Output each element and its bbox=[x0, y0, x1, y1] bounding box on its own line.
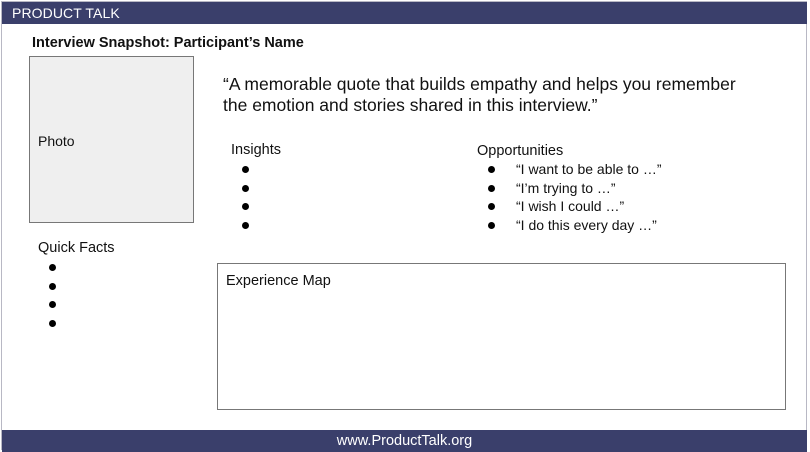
insight-item bbox=[242, 197, 270, 216]
opportunity-item: “I wish I could …” bbox=[488, 197, 662, 216]
quick-facts-list bbox=[49, 258, 77, 332]
photo-label: Photo bbox=[38, 133, 75, 149]
bullet-icon bbox=[49, 320, 56, 327]
quote-text: “A memorable quote that builds empathy and helps you remember the emotion and stories shared in this interview.” bbox=[223, 74, 736, 115]
quick-fact-item bbox=[49, 295, 77, 314]
bullet-icon bbox=[488, 222, 495, 229]
insight-item bbox=[242, 160, 270, 179]
quick-fact-item bbox=[49, 258, 77, 277]
opportunity-item: “I do this every day …” bbox=[488, 216, 662, 235]
bullet-icon bbox=[488, 185, 495, 192]
footer-url: www.ProductTalk.org bbox=[336, 433, 473, 449]
experience-map-label: Experience Map bbox=[226, 273, 331, 289]
bullet-icon bbox=[49, 301, 56, 308]
insights-label: Insights bbox=[231, 142, 281, 158]
bullet-icon bbox=[242, 166, 249, 173]
opportunity-item: “I want to be able to …” bbox=[488, 160, 662, 179]
opportunities-list bbox=[488, 160, 662, 234]
bullet-icon bbox=[49, 283, 56, 290]
opportunities-label: Opportunities bbox=[477, 143, 564, 159]
bullet-icon bbox=[242, 222, 249, 229]
experience-map-box bbox=[217, 263, 786, 410]
header-bar bbox=[2, 2, 807, 24]
bullet-icon bbox=[242, 185, 249, 192]
bullet-icon bbox=[488, 166, 495, 173]
page-title: Interview Snapshot: Participant’s Name bbox=[32, 35, 304, 51]
insight-item bbox=[242, 179, 270, 198]
bullet-icon bbox=[49, 264, 56, 271]
opportunity-item: “I’m trying to …” bbox=[488, 179, 662, 198]
photo-placeholder bbox=[29, 56, 194, 223]
bullet-icon bbox=[242, 203, 249, 210]
quick-fact-item bbox=[49, 277, 77, 296]
footer-bar bbox=[2, 430, 807, 452]
quick-fact-item bbox=[49, 314, 77, 333]
bullet-icon bbox=[488, 203, 495, 210]
quick-facts-label: Quick Facts bbox=[38, 240, 115, 256]
insights-list bbox=[242, 160, 270, 234]
insight-item bbox=[242, 216, 270, 235]
brand-label: PRODUCT TALK bbox=[12, 5, 120, 21]
